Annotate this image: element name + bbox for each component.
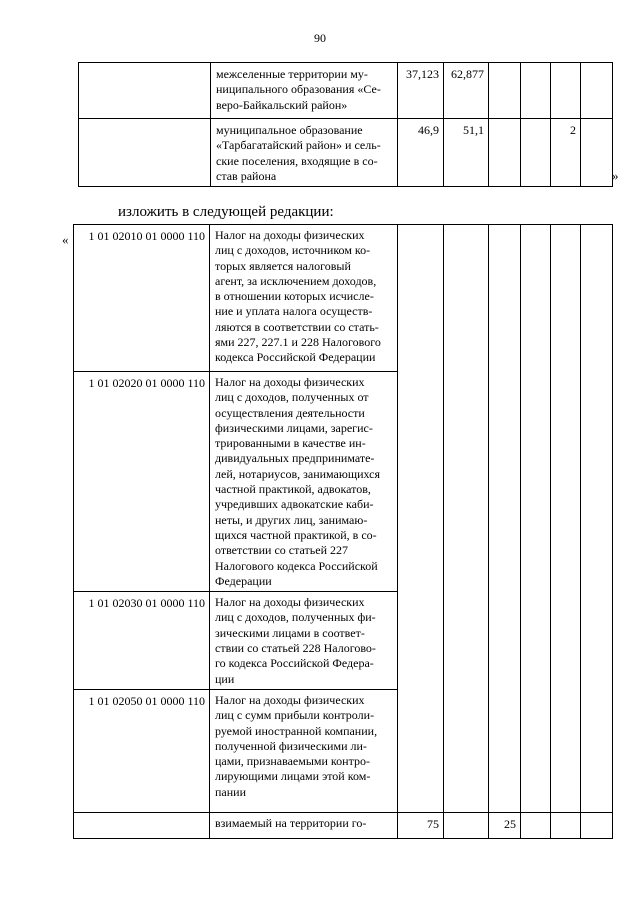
empty-code-cell	[79, 119, 211, 187]
empty-value-cell	[489, 225, 521, 813]
value-cell	[521, 812, 551, 838]
table-row	[79, 119, 613, 187]
description-cell: Налог на доходы физических лиц с доходов, полученных от осуществления деятельности физическими лицами, зарегис- трированными в качестве ин- дивидуальных предпринимате- лей, нотариусов, занимающихся частной практикой, адвокатов, учредивших адвокатские каби- неты, и других лиц, занимаю- щихся частной практикой, в со- ответствии со статьей 227 Налогового кодекса Российской Федерации	[210, 372, 398, 592]
value-cell	[489, 119, 521, 187]
main-table	[73, 224, 613, 839]
page-number: 90	[314, 31, 326, 45]
empty-value-cell	[444, 225, 489, 813]
code-cell	[74, 812, 210, 838]
value-cell	[581, 119, 613, 187]
top-table	[78, 62, 613, 187]
code-cell: 1 01 02030 01 0000 110	[74, 592, 210, 690]
value-cell: 51,1	[444, 119, 489, 187]
empty-value-cell	[581, 225, 613, 813]
value-cell	[581, 812, 613, 838]
code-cell: 1 01 02050 01 0000 110	[74, 689, 210, 812]
empty-value-cell	[398, 225, 444, 813]
code-cell: 1 01 02020 01 0000 110	[74, 372, 210, 592]
empty-value-cell	[521, 225, 551, 813]
value-cell	[489, 63, 521, 119]
description-cell: Налог на доходы физических лиц с сумм прибыли контроли- руемой иностранной компании, полученной физическими ли- цами, признаваемыми контро- лирующими лицами этой ком- пании	[210, 689, 398, 812]
table-row	[74, 812, 613, 838]
empty-value-cell	[551, 225, 581, 813]
description-cell: Налог на доходы физических лиц с доходов, полученных фи- зическими лицами в соответ- ствии со статьей 228 Налогово- го кодекса Российской Федера- ции	[210, 592, 398, 690]
code-cell: 1 01 02010 01 0000 110	[74, 225, 210, 372]
description-cell: взимаемый на территории го-	[210, 812, 398, 838]
table-row	[79, 63, 613, 119]
description-cell: муниципальное образование «Тарбагатайский район» и сель- ские поселения, входящие в со- став района	[211, 119, 398, 187]
instruction-text: изложить в следующей редакции:	[118, 204, 334, 220]
value-cell: 25	[489, 812, 521, 838]
value-cell	[581, 63, 613, 119]
value-cell	[551, 812, 581, 838]
description-cell: межселенные территории му- ниципального образования «Се- веро-Байкальский район»	[211, 63, 398, 119]
value-cell	[444, 812, 489, 838]
value-cell	[521, 119, 551, 187]
empty-code-cell	[79, 63, 211, 119]
value-cell: 75	[398, 812, 444, 838]
table-row	[74, 225, 613, 372]
value-cell	[551, 63, 581, 119]
closing-quote: »	[612, 168, 619, 183]
description-cell: Налог на доходы физических лиц с доходов, источником ко- торых является налоговый агент, за исключением доходов, в отношении которых исчисле- ние и уплата налога осуществ- ляются в соответствии со стать- ями 227, 227.1 и 228 Налогового кодекса Российской Федерации	[210, 225, 398, 372]
value-cell: 37,123	[398, 63, 444, 119]
value-cell: 62,877	[444, 63, 489, 119]
value-cell	[521, 63, 551, 119]
opening-quote: «	[62, 232, 69, 247]
value-cell: 2	[551, 119, 581, 187]
value-cell: 46,9	[398, 119, 444, 187]
